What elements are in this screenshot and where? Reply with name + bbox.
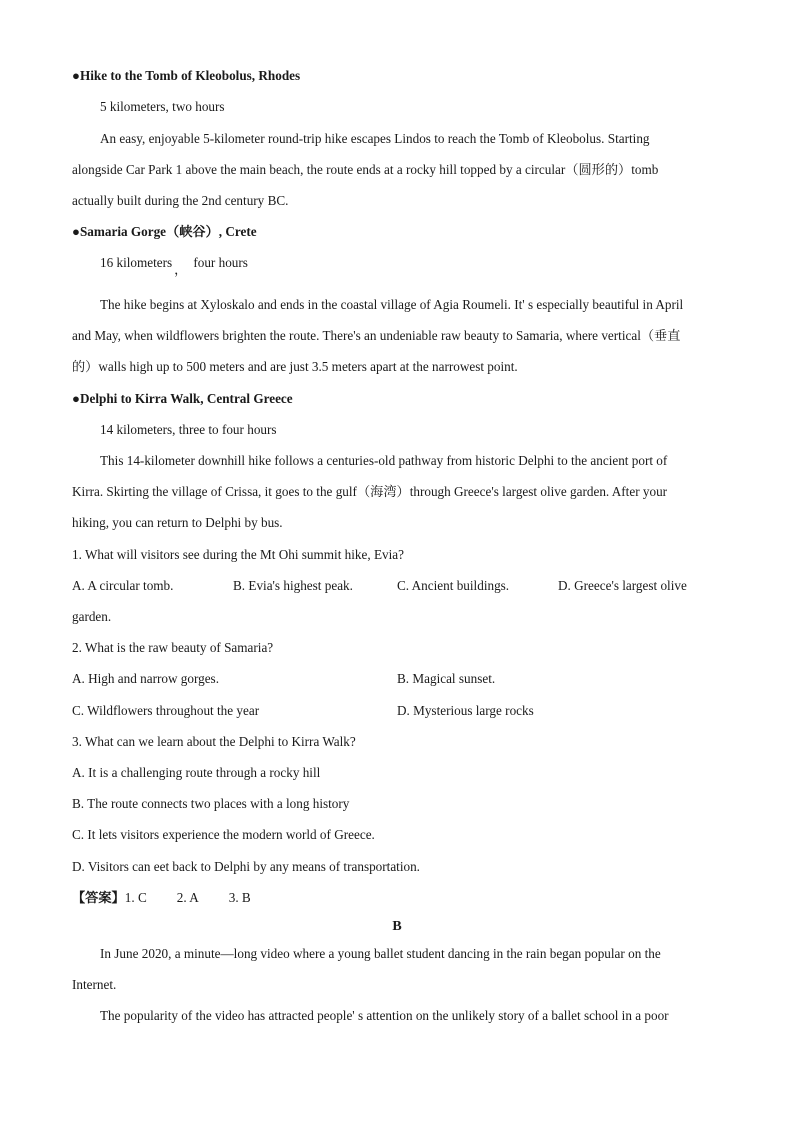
q2-option-c: C. Wildflowers throughout the year — [72, 703, 260, 718]
answer-1: 1. C — [124, 890, 147, 905]
paragraph-line: An easy, enjoyable 5-kilometer round-trip hike escapes Lindos to reach the Tomb of Kleobolus. Starting — [100, 131, 650, 146]
section-meta-delphi: 14 kilometers, three to four hours — [100, 422, 277, 437]
paragraph-line: This 14-kilometer downhill hike follows a centuries-old pathway from historic Delphi to the ancient port of — [100, 453, 668, 468]
paragraph-line: Internet. — [72, 977, 117, 992]
answer-line — [72, 889, 720, 907]
q2-option-b: B. Magical sunset. — [397, 671, 496, 686]
q2-option-d: D. Mysterious large rocks — [397, 703, 534, 718]
paragraph-line: alongside Car Park 1 above the main beach, the route ends at a rocky hill topped by a circular（圆形的）tomb — [72, 162, 659, 177]
q3-option-a: A. It is a challenging route through a rocky hill — [72, 765, 321, 780]
paragraph-line: 的）walls high up to 500 meters and are just 3.5 meters apart at the narrowest point. — [72, 359, 518, 374]
question-2: 2. What is the raw beauty of Samaria? — [72, 640, 274, 655]
answer-2: 2. A — [176, 890, 199, 905]
paragraph-line: In June 2020, a minute—long video where a young ballet student dancing in the rain began popular on the — [100, 946, 661, 961]
q1-option-d-wrap: garden. — [72, 609, 112, 624]
q1-option-d: D. Greece's largest olive — [558, 578, 687, 593]
section-heading-kleobolus: ●Hike to the Tomb of Kleobolus, Rhodes — [72, 68, 301, 83]
paragraph-line: Kirra. Skirting the village of Crissa, it goes to the gulf（海湾）through Greece's largest olive garden. After your — [72, 484, 668, 499]
q1-option-c: C. Ancient buildings. — [397, 578, 510, 593]
q1-option-b: B. Evia's highest peak. — [233, 578, 353, 593]
paragraph-line: hiking, you can return to Delphi by bus. — [72, 515, 283, 530]
paragraph-line: The hike begins at Xyloskalo and ends in the coastal village of Agia Roumeli. It' s especially beautiful in April — [100, 297, 684, 312]
q3-option-b: B. The route connects two places with a long history — [72, 796, 350, 811]
section-meta-samaria: 16 kilometers ， four hours — [100, 255, 248, 277]
answer-label: 【答案】 — [72, 890, 125, 905]
q3-option-d: D. Visitors can eet back to Delphi by any means of transportation. — [72, 859, 420, 874]
paragraph-line: actually built during the 2nd century BC. — [72, 193, 289, 208]
section-heading-samaria: ●Samaria Gorge（峡谷）, Crete — [72, 224, 257, 239]
q3-option-c: C. It lets visitors experience the modern world of Greece. — [72, 827, 375, 842]
paragraph-line: The popularity of the video has attracted people' s attention on the unlikely story of a ballet school in a poor — [100, 1008, 669, 1023]
section-heading-delphi: ●Delphi to Kirra Walk, Central Greece — [72, 391, 293, 406]
q1-option-a: A. A circular tomb. — [72, 578, 174, 593]
question-3: 3. What can we learn about the Delphi to Kirra Walk? — [72, 734, 356, 749]
paragraph-line: and May, when wildflowers brighten the route. There's an undeniable raw beauty to Samaria, where vertical（垂直 — [72, 328, 681, 343]
answer-3: 3. B — [228, 890, 251, 905]
section-meta-kleobolus: 5 kilometers, two hours — [100, 99, 225, 114]
part-b-title: B — [392, 919, 402, 934]
question-1: 1. What will visitors see during the Mt Ohi summit hike, Evia? — [72, 547, 404, 562]
q2-option-a: A. High and narrow gorges. — [72, 671, 219, 686]
